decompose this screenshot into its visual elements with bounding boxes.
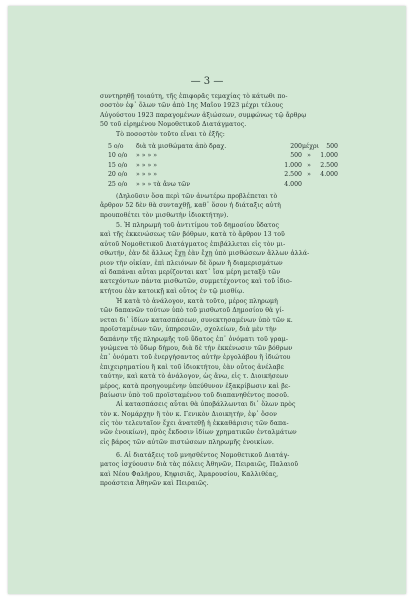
rate-from: 2.500 <box>284 171 302 179</box>
rate-separator: μέχρι <box>302 143 320 150</box>
text-line: κτήτου ἐὰν κατοικῇ καὶ οὗτος ἐν τῷ μισθίῳ. <box>100 287 245 295</box>
table-intro: Τὸ ποσοστὸν τοῦτο εἶναι τὸ ἑξῆς: <box>116 130 225 138</box>
text-line: προάστεια Ἀθηνῶν καὶ Πειραιῶς. <box>100 480 209 488</box>
rate-separator: » <box>307 171 311 179</box>
rate-percent: 10 ο/ο <box>108 152 128 160</box>
rate-description: » » » » <box>136 171 158 179</box>
text-line: προυποθέτει τὸν μισθωτὴν ἰδιοκτήτην). <box>100 211 229 219</box>
rate-percent: 20 ο/ο <box>108 171 128 179</box>
text-line: (Δηλοῦσιν ὅσα περὶ τῶν ἀνωτέρω προβλέπεται τὸ <box>116 193 278 200</box>
paragraph-5 <box>100 451 340 489</box>
text-line: αἱ δαπάναι αὗται μερίζονται κατ᾽ ἴσα μέρη μεταξὺ τῶν <box>100 268 281 276</box>
text-line: κατεχόντων πάντα μισθωτῶν, συμμετέχοντος καὶ τοῦ ἰδιο- <box>100 278 293 286</box>
text-line: συντηρηθῇ τοιαύτη, τῆς ἐπιφορᾶς τεμαχίας τὸ κάτωθι πο- <box>100 93 288 100</box>
paragraph-1 <box>100 92 340 139</box>
text-line: τὸν κ. Νομάρχην ἢ τὸν κ. Γενικὸν Διοικητήν, ἐφ᾽ ὅσον <box>100 410 277 418</box>
text-line: ἄρθρον 52 δὲν θὰ συνταχθῇ, καθ᾽ ὅσον ἡ διάταξις αὐτὴ <box>100 202 281 210</box>
rate-row <box>108 161 338 170</box>
text-line: εἰς βάρος τῶν αὐτῶν πιστώσεων πληρωμῆς ἐνοικίων. <box>100 438 274 446</box>
rate-from: 1.000 <box>284 161 302 169</box>
text-line: προϊσταμένων τῶν, ὑπηρεσιῶν, σχολείων, διὰ μὲν τὴν <box>100 326 277 334</box>
rate-row <box>108 180 338 189</box>
rate-percent: 25 ο/ο <box>108 180 128 188</box>
page-number: — 3 — <box>190 76 224 87</box>
rate-row <box>108 151 338 160</box>
rate-description: » » » » <box>136 152 158 160</box>
text-line: σοστὸν ἐφ᾽ ὅλων τῶν ἀπὸ 1ης Μαΐου 1923 μέχρι τέλους <box>100 102 284 110</box>
text-line: εἰς τὸν τελευταῖον ἔχει ἀνατεθῇ ἡ ἐκκαθάρισις τῶν δαπα- <box>100 420 289 428</box>
rate-table <box>108 142 338 189</box>
text-line: καὶ Νέου Φαλήρου, Κηφισιᾶς, Ἀμαρουσίου, Καλλιθέας, <box>100 470 279 478</box>
text-line: ἐπιχειρηματίου ἢ καὶ τοῦ ἰδιοκτήτου, ἐὰν οὗτος ἀνέλαβε <box>100 363 284 371</box>
text-line: 6. Αἱ διατάξεις τοῦ μνησθέντος Νομοθετικοῦ Διατάγ- <box>116 452 290 459</box>
paragraph-4 <box>100 297 340 447</box>
text-line: δαπάνην τῆς πληρωμῆς τοῦ ὕδατος ἐπ᾽ ὀνόματι τοῦ γραμ- <box>100 335 289 343</box>
text-line: ταύτην, καὶ κατὰ τὸ ἀνάλογον, ὡς ἄνω, εἰς τ. Διοικήσεων <box>100 373 289 381</box>
text-line: καὶ τῆς ἐκκενώσεως τῶν βόθρων, κατὰ τὸ ἄρθρον 13 τοῦ <box>100 231 285 239</box>
rate-to: 500 <box>326 143 338 150</box>
rate-to: 4.000 <box>320 171 338 179</box>
text-line: γνώμενα τὸ ὕδωρ δήμου, διὰ δὲ τὴν ἐκκένωσιν τῶν βόθρων <box>100 344 293 352</box>
text-line: τῶν δαπανῶν τούτων ὑπὸ τοῦ μισθωτοῦ Δημοσίου θὰ γί- <box>100 307 284 315</box>
rate-from: 500 <box>290 152 302 160</box>
text-line: βαίωσιν ὑπὸ τοῦ προϊσταμένου τοῦ διαπανηθέντος ποσοῦ. <box>100 391 290 399</box>
rate-description: » » » τὰ ἄνω τῶν <box>136 180 191 188</box>
rate-description: διὰ τὰ μισθώματα ἀπὸ δραχ. <box>136 143 227 150</box>
text-line: νῶν ἐνοικίων), πρὸς ἔκδοσιν ἰδίων χρηματικῶν ἐνταλμάτων <box>100 429 297 437</box>
rate-row <box>108 142 338 151</box>
rate-percent: 15 ο/ο <box>108 161 128 169</box>
text-line: αὐτοῦ Νομοθετικοῦ Διατάγματος ἐπιβάλλεται εἰς τὸν μι- <box>100 240 286 248</box>
text-line: Ἡ κατὰ τὸ ἀνάλογον, κατὰ τοῦτο, μέρος πληρωμὴ <box>116 298 278 305</box>
text-line: ἐπ᾽ ὀνόματι τοῦ ἐνεργήσαντος αὐτὴν ἐργολάβου ἢ ἰδιώτου <box>100 354 291 362</box>
rate-separator <box>302 180 316 189</box>
text-line: 50 τοῦ εἰρημένου Νομοθετικοῦ Διατάγματος. <box>100 121 247 129</box>
rate-separator: » <box>307 152 311 160</box>
text-line: σθωτήν, ἐὰν δὲ ἄλλως ἔχῃ ἐὰν ἔχῃ ὑπὸ μισθώσεων ἄλλων ἀλλά- <box>100 250 310 258</box>
text-line: ματος ἰσχύουσιν διὰ τὰς πόλεις Ἀθηνῶν, Πειραιῶς, Παλαιοῦ <box>100 461 299 469</box>
text-line: Αἱ κατασπάσεις αὗται θὰ ὑποβάλλωνται δι᾽ ὅλων πρὸς <box>116 401 296 409</box>
text-line: ριον τὴν οἰκίαν, ἐπὶ πλειόνων δὲ ὅρων ἢ διαμερισμάτων <box>100 259 283 267</box>
paragraph-3 <box>100 221 340 296</box>
rate-row <box>108 170 338 179</box>
document-page <box>8 6 406 594</box>
rate-from: 200 <box>290 143 302 150</box>
rate-to <box>316 180 338 189</box>
rate-percent: 5 ο/ο <box>108 143 124 150</box>
rate-description: » » » » <box>136 161 158 169</box>
rate-to: 1.000 <box>320 152 338 160</box>
text-line: μέρος, κατὰ προηγουμένην ὑπεύθυνον ἐξακρίβωσιν καὶ βε- <box>100 382 291 390</box>
text-line: Αὐγούστου 1923 παραγομένων ἀξιώσεων, συμφώνως τῷ ἄρθρῳ <box>100 111 307 119</box>
text-line: 5. Ἡ πληρωμὴ τοῦ ἀντιτίμου τοῦ δημοσίου ὕδατος <box>116 222 280 229</box>
rate-separator: » <box>307 161 311 169</box>
text-line: νεται δι᾽ ἰδίων κατασπάσεων, συνεκτησαμένων ὑπὸ τῶν κ. <box>100 316 293 324</box>
rate-from: 4.000 <box>284 180 302 188</box>
paragraph-2 <box>100 192 340 220</box>
rate-to: 2.500 <box>320 161 338 169</box>
